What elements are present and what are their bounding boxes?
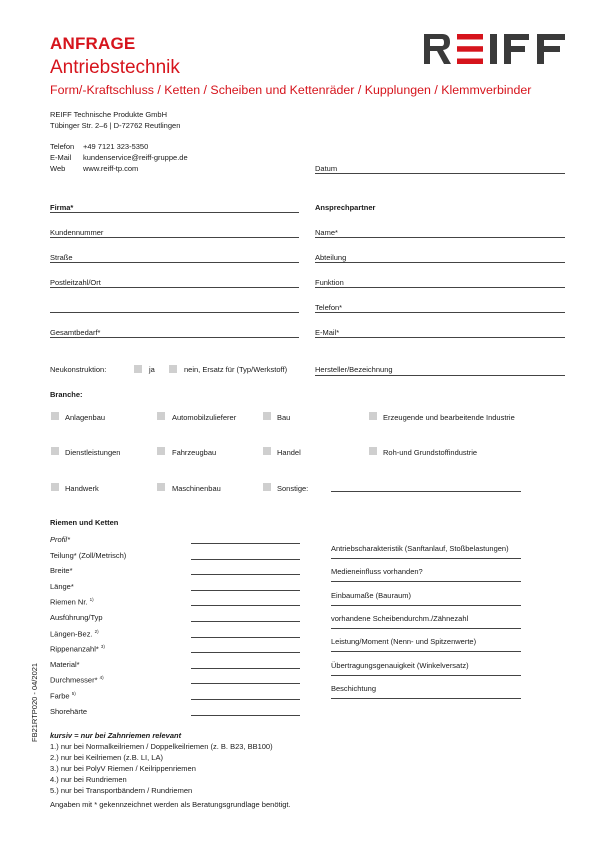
ja-checkbox[interactable] <box>134 365 142 373</box>
branche-label-handwerk: Handwerk <box>65 484 99 493</box>
company-block <box>50 109 180 131</box>
riemen-field-input[interactable] <box>191 574 300 575</box>
riemen-field-label: Teilung* (Zoll/Metrisch) <box>50 550 127 560</box>
hersteller-field[interactable] <box>315 375 565 376</box>
kundennummer-field[interactable] <box>50 237 299 238</box>
footnote-marker: 4) <box>99 675 104 681</box>
branche-checkbox-anlagenbau[interactable] <box>51 412 59 420</box>
document-code: FB21RTP020 - 04/2021 <box>30 662 39 742</box>
footnote-marker: 2) <box>94 628 99 634</box>
form-subtitle: Antriebstechnik <box>50 57 180 78</box>
datum-label: Datum <box>315 164 338 173</box>
riemen-field-label <box>50 675 104 685</box>
branche-checkbox-dienstleistungen[interactable] <box>51 447 59 455</box>
contact-labels <box>50 141 74 174</box>
riemen-right-label: Übertragungsgenauigkeit (Winkelversatz) <box>331 660 469 670</box>
abteilung-field[interactable] <box>315 262 565 263</box>
neukonstruktion-label: Neukonstruktion: <box>50 365 107 374</box>
riemen-right-label: Leistung/Moment (Nenn- und Spitzenwerte) <box>331 637 477 647</box>
sonstige-field[interactable] <box>331 491 521 492</box>
branche-label-rohstoff: Roh-und Grundstoffindustrie <box>383 448 478 457</box>
telefon-field[interactable] <box>315 312 565 313</box>
plz-ort-label: Postleitzahl/Ort <box>50 278 101 287</box>
funktion-field[interactable] <box>315 287 565 288</box>
footnote-marker: 3) <box>100 644 105 650</box>
branche-checkbox-sonstige[interactable] <box>263 483 271 491</box>
riemen-field-input[interactable] <box>191 621 300 622</box>
footnote-list <box>50 741 273 796</box>
phone-label: Telefon <box>50 142 75 151</box>
branche-checkbox-erzeugende[interactable] <box>369 412 377 420</box>
strasse-label: Straße <box>50 253 73 262</box>
branche-label-automobilzulieferer: Automobilzulieferer <box>172 413 237 422</box>
branche-label-erzeugende: Erzeugende und bearbeitende Industrie <box>383 413 515 422</box>
form-title: ANFRAGE <box>50 34 136 53</box>
branche-checkbox-maschinenbau[interactable] <box>157 483 165 491</box>
footnote-marker: 1) <box>89 597 94 603</box>
riemen-right-input[interactable] <box>331 675 521 676</box>
riemen-right-input[interactable] <box>331 698 521 699</box>
branche-checkbox-bau[interactable] <box>263 412 271 420</box>
phone-value: +49 7121 323-5350 <box>83 142 149 151</box>
riemen-field-input[interactable] <box>191 652 300 653</box>
footnote-item: 3.) nur bei PolyV Riemen / Keilrippenriemen <box>50 764 196 773</box>
riemen-field-input[interactable] <box>191 699 300 700</box>
footnote-item: 5.) nur bei Transportbändern / Rundriemen <box>50 786 193 795</box>
plz-ort-field-2[interactable] <box>50 312 299 313</box>
telefon-label: Telefon* <box>315 303 343 312</box>
web-value[interactable]: www.reiff-tp.com <box>83 164 139 173</box>
gesamtbedarf-field[interactable] <box>50 337 299 338</box>
riemen-right-input[interactable] <box>331 558 521 559</box>
riemen-field-input[interactable] <box>191 590 300 591</box>
riemen-field-input[interactable] <box>191 683 300 684</box>
footnote-marker: 5) <box>71 691 76 696</box>
riemen-right-input[interactable] <box>331 581 521 582</box>
riemen-right-input[interactable] <box>331 651 521 652</box>
riemen-field-label <box>50 691 76 701</box>
riemen-right-input[interactable] <box>331 605 521 606</box>
footer-note: Angaben mit * gekennzeichnet werden als Beratungsgrundlage benötigt. <box>50 800 291 809</box>
branche-checkbox-fahrzeugbau[interactable] <box>157 447 165 455</box>
riemen-field-label: Material* <box>50 659 80 669</box>
nein-label: nein, Ersatz für (Typ/Werkstoff) <box>184 365 288 374</box>
nein-checkbox[interactable] <box>169 365 177 373</box>
hersteller-label: Hersteller/Bezeichnung <box>315 365 393 374</box>
branche-label-handel: Handel <box>277 448 301 457</box>
riemen-field-label-text: Längen-Bez. <box>50 629 93 639</box>
abteilung-label: Abteilung <box>315 253 347 262</box>
gesamtbedarf-label: Gesamtbedarf* <box>50 328 101 337</box>
name-field[interactable] <box>315 237 565 238</box>
web-label: Web <box>50 164 66 173</box>
riemen-field-label: Ausführung/Typ <box>50 613 103 622</box>
branche-checkbox-handwerk[interactable] <box>51 483 59 491</box>
strasse-field[interactable] <box>50 262 299 263</box>
branche-checkbox-handel[interactable] <box>263 447 271 455</box>
riemen-field-input[interactable] <box>191 715 300 716</box>
riemen-field-label: Shorehärte <box>50 706 88 716</box>
riemen-field-label-text: Durchmesser* <box>50 675 98 685</box>
footnote-item: 1.) nur bei Normalkeilriemen / Doppelkeilriemen (z. B. B23, BB100) <box>50 742 273 751</box>
datum-field[interactable] <box>315 173 565 174</box>
riemen-field-label-text: Farbe <box>50 691 70 701</box>
funktion-label: Funktion <box>315 278 344 287</box>
branche-label-fahrzeugbau: Fahrzeugbau <box>172 448 217 457</box>
form-subline: Form/-Kraftschluss / Ketten / Scheiben und Kettenräder / Kupplungen / Klemmverbinder <box>50 83 532 97</box>
riemen-field-label-text: Rippenanzahl* <box>50 644 99 654</box>
riemen-right-label: vorhandene Scheibendurchm./Zähnezahl <box>331 613 469 623</box>
ja-label: ja <box>149 365 155 374</box>
riemen-right-label: Einbaumaße (Bauraum) <box>331 590 412 600</box>
reiff-logo <box>424 34 565 64</box>
email-value: kundenservice@reiff-gruppe.de <box>83 153 188 162</box>
branche-label-dienstleistungen: Dienstleistungen <box>65 448 121 457</box>
email-label: E-Mail <box>50 153 72 162</box>
footnote-item: 2.) nur bei Keilriemen (z.B. LI, LA) <box>50 753 163 762</box>
riemen-field-label <box>50 597 94 607</box>
ansprechpartner-label: Ansprechpartner <box>315 203 376 212</box>
riemen-heading: Riemen und Ketten <box>50 518 119 527</box>
riemen-field-input[interactable] <box>191 668 300 669</box>
kundennummer-label: Kundennummer <box>50 228 104 237</box>
riemen-right-label: Medieneinfluss vorhanden? <box>331 567 423 577</box>
riemen-field-label-text: Riemen Nr. <box>50 597 88 607</box>
branche-label-sonstige: Sonstige: <box>277 484 309 493</box>
branche-checkbox-automobilzulieferer[interactable] <box>157 412 165 420</box>
branche-checkbox-rohstoff[interactable] <box>369 447 377 455</box>
footnote-item: 4.) nur bei Rundriemen <box>50 775 127 784</box>
company-address: Tübinger Str. 2–6 | D-72762 Reutlingen <box>50 121 181 130</box>
firma-field[interactable] <box>50 212 299 213</box>
riemen-field-input[interactable] <box>191 605 300 606</box>
riemen-field-label: Länge* <box>50 581 74 591</box>
branche-label-maschinenbau: Maschinenbau <box>172 484 221 493</box>
company-name: REIFF Technische Produkte GmbH <box>50 110 167 119</box>
firma-label: Firma* <box>50 203 74 212</box>
branche-label-bau: Bau <box>277 413 291 422</box>
riemen-field-label: Profil* <box>50 535 71 544</box>
riemen-field-input[interactable] <box>191 637 300 638</box>
email-field-label: E-Mail* <box>315 328 340 337</box>
kursiv-note: kursiv = nur bei Zahnriemen relevant <box>50 731 182 740</box>
riemen-right-label: Antriebscharakteristik (Sanftanlauf, Stoßbelastungen) <box>331 544 509 553</box>
plz-ort-field[interactable] <box>50 287 299 288</box>
riemen-field-input[interactable] <box>191 559 300 560</box>
riemen-field-input[interactable] <box>191 543 300 544</box>
branche-heading: Branche: <box>50 390 83 399</box>
email-field[interactable] <box>315 337 565 338</box>
branche-label-anlagenbau: Anlagenbau <box>65 413 106 422</box>
contact-values <box>83 141 188 174</box>
riemen-field-label <box>50 644 105 654</box>
riemen-right-input[interactable] <box>331 628 521 629</box>
name-label: Name* <box>315 228 338 237</box>
riemen-field-label <box>50 629 99 639</box>
riemen-right-label: Beschichtung <box>331 683 377 693</box>
riemen-field-label: Breite* <box>50 566 73 576</box>
